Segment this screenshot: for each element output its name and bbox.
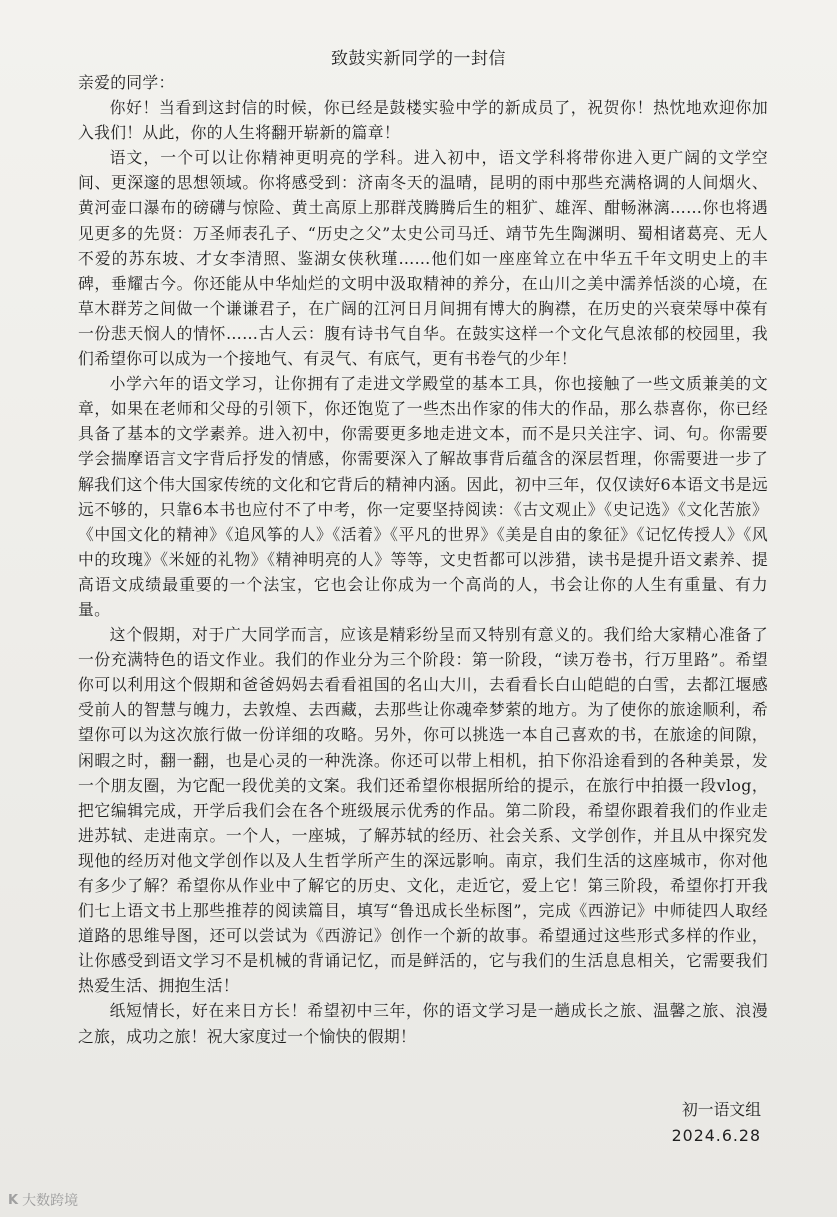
paragraph-closing: 纸短情长，好在来日方长！希望初中三年，你的语文学习是一趟成长之旅、温馨之旅、浪漫之旅，成功之旅！祝大家度过一个愉快的假期！ [78, 1001, 768, 1046]
paragraph-chinese-subject: 语文，一个可以让你精神更明亮的学科。进入初中，语文学科将带你进入更广阔的文学空间、更深邃的思想领域。你将感受到：济南冬天的温晴，昆明的雨中那些充满格调的人间烟火、黄河壶口瀑布的磅礴与惊险、黄土高原上那群茂腾腾后生的粗犷、雄浑、酣畅淋漓……你也将遇见更多的先贤：万圣师表孔子、“历史之父”太史公司马迁、靖节先生陶渊明、蜀相诸葛亮、无人不爱的苏东坡、才女李清照、鉴湖女侠秋瑾……他们如一座座耸立在中华五千年文明史上的丰碑，垂耀古今。你还能从中华灿烂的文明中汲取精神的养分，在山川之美中濡养恬淡的心境，在草木群芳之间做一个谦谦君子，在广阔的江河日月间拥有博大的胸襟，在历史的兴衰荣辱中葆有一份悲天悯人的情怀……古人云：腹有诗书气自华。在鼓实这样一个文化气息浓郁的校园里，我们希望你可以成为一个接地气、有灵气、有底气，更有书卷气的少年！ [78, 148, 768, 369]
letter-greeting: 亲爱的同学： [78, 73, 175, 92]
letter-signature: 初一语文组 [682, 1100, 761, 1119]
watermark-logo-icon: K [8, 1192, 19, 1208]
paragraph-reading: 小学六年的语文学习，让你拥有了走进文学殿堂的基本工具，你也接触了一些文质兼美的文章，如果在老师和父母的引领下，你还饱览了一些杰出作家的伟大的作品，那么恭喜你，你已经具备了基本的文学素养。进入初中，你需要更多地走进文本，而不是只关注字、词、句。你需要学会揣摩语言文字背后抒发的情感，你需要深入了解故事背后蕴含的深层哲理，你需要进一步了解我们这个伟大国家传统的文化和它背后的精神内涵。因此，初中三年，仅仅读好6本语文书是远远不够的，只靠6本书也应付不了中考，你一定要坚持阅读：《古文观止》《史记选》《文化苦旅》《中国文化的精神》《追风筝的人》《活着》《平凡的世界》《美是自由的象征》《记忆传授人》《风中的玫瑰》《米娅的礼物》《精神明亮的人》等等，文史哲都可以涉猎，读书是提升语文素养、提高语文成绩最重要的一个法宝，它也会让你成为一个高尚的人，书会让你的人生有重量、有力量。 [78, 374, 768, 619]
paragraph-welcome: 你好！当看到这封信的时候，你已经是鼓楼实验中学的新成员了，祝贺你！热忱地欢迎你加入我们！从此，你的人生将翻开崭新的篇章！ [78, 98, 768, 143]
letter-title: 致鼓实新同学的一封信 [331, 49, 506, 69]
watermark [8, 1190, 78, 1210]
letter-date: 2024.6.28 [671, 1126, 761, 1145]
watermark-text: 大数跨境 [22, 1193, 79, 1209]
paragraph-homework: 这个假期，对于广大同学而言，应该是精彩纷呈而又特别有意义的。我们给大家精心准备了一份充满特色的语文作业。我们的作业分为三个阶段：第一阶段，“读万卷书，行万里路”。希望你可以利用这个假期和爸爸妈妈去看看祖国的名山大川，去看看长白山皑皑的白雪，去都江堰感受前人的智慧与魄力，去敦煌、去西藏，去那些让你魂牵梦萦的地方。为了使你的旅途顺利，希望你可以为这次旅行做一份详细的攻略。另外，你可以挑选一本自己喜欢的书，在旅途的间隙，闲暇之时，翻一翻，也是心灵的一种洗涤。你还可以带上相机，拍下你沿途看到的各种美景，发一个朋友圈，为它配一段优美的文案。我们还希望你根据所给的提示，在旅行中拍摄一段vlog，把它编辑完成，开学后我们会在各个班级展示优秀的作品。第二阶段，希望你跟着我们的作业走进苏轼、走进南京。一个人，一座城，了解苏轼的经历、社会关系、文学创作，并且从中探究发现他的经历对他文学创作以及人生哲学所产生的深远影响。南京，我们生活的这座城市，你对他有多少了解？希望你从作业中了解它的历史、文化，走近它，爱上它！第三阶段，希望你打开我们七上语文书上那些推荐的阅读篇目，填写“鲁迅成长坐标图”，完成《西游记》中师徒四人取经道路的思维导图，还可以尝试为《西游记》创作一个新的故事。希望通过这些形式多样的作业，让你感受到语文学习不是机械的背诵记忆，而是鲜活的，它与我们的生活息息相关，它需要我们热爱生活、拥抱生活！ [78, 625, 768, 996]
letter-body [78, 70, 768, 1049]
